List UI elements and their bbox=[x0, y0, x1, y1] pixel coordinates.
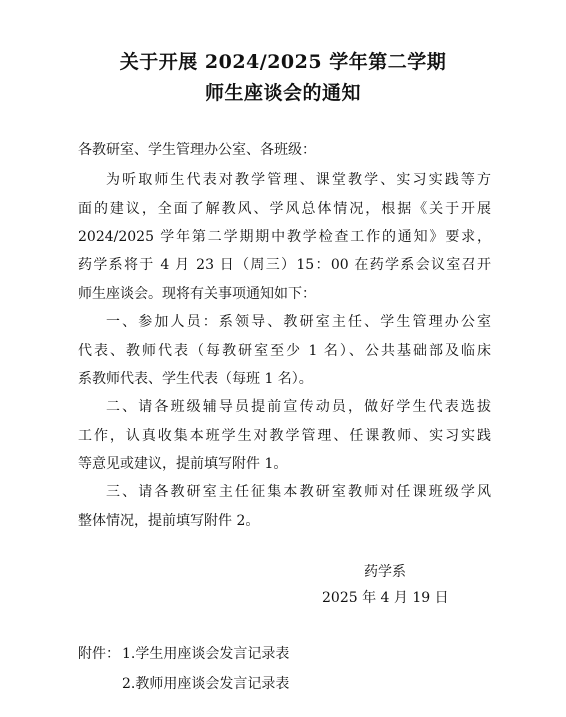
paragraph-2-line-3: 系教师代表、学生代表（每班 1 名）。 bbox=[78, 371, 313, 387]
signature-date: 2025 年 4 月 19 日 bbox=[322, 590, 449, 606]
paragraph-1-line-1: 为听取师生代表对教学管理、课堂教学、实习实践等方 bbox=[106, 172, 491, 188]
title-line-2: 师生座谈会的通知 bbox=[204, 82, 361, 104]
attachment-1: 1.学生用座谈会发言记录表 bbox=[122, 646, 290, 662]
paragraph-1-line-4: 药学系将于 4 月 23 日（周三）15：00 在药学系会议室召开 bbox=[78, 257, 491, 273]
attachments-label: 附件： bbox=[78, 646, 120, 662]
paragraph-1-line-3: 2024/2025 学年第二学期期中教学检查工作的通知》要求， bbox=[78, 229, 491, 245]
title-line-1: 关于开展 2024/2025 学年第二学期 bbox=[119, 51, 447, 73]
salutation: 各教研室、学生管理办公室、各班级： bbox=[78, 142, 316, 158]
paragraph-1-line-5: 师生座谈会。现将有关事项通知如下： bbox=[78, 286, 316, 302]
paragraph-3-line-2: 工作，认真收集本班学生对教学管理、任课教师、实习实践 bbox=[78, 428, 491, 444]
attachment-2: 2.教师用座谈会发言记录表 bbox=[122, 676, 290, 692]
paragraph-2-line-2: 代表、教师代表（每教研室至少 1 名）、公共基础部及临床 bbox=[78, 343, 491, 359]
paragraph-3-line-1: 二、请各班级辅导员提前宣传动员，做好学生代表选拔 bbox=[106, 399, 491, 415]
paragraph-4-line-1: 三、请各教研室主任征集本教研室教师对任课班级学风 bbox=[106, 484, 491, 500]
paragraph-1-line-2: 面的建议，全面了解教风、学风总体情况，根据《关于开展 bbox=[78, 201, 491, 217]
paragraph-3-line-3: 等意见或建议，提前填写附件 1。 bbox=[78, 456, 288, 472]
paragraph-2-line-1: 一、参加人员：系领导、教研室主任、学生管理办公室 bbox=[106, 314, 491, 330]
signature-department: 药学系 bbox=[364, 564, 406, 580]
paragraph-4-line-2: 整体情况，提前填写附件 2。 bbox=[78, 513, 260, 529]
